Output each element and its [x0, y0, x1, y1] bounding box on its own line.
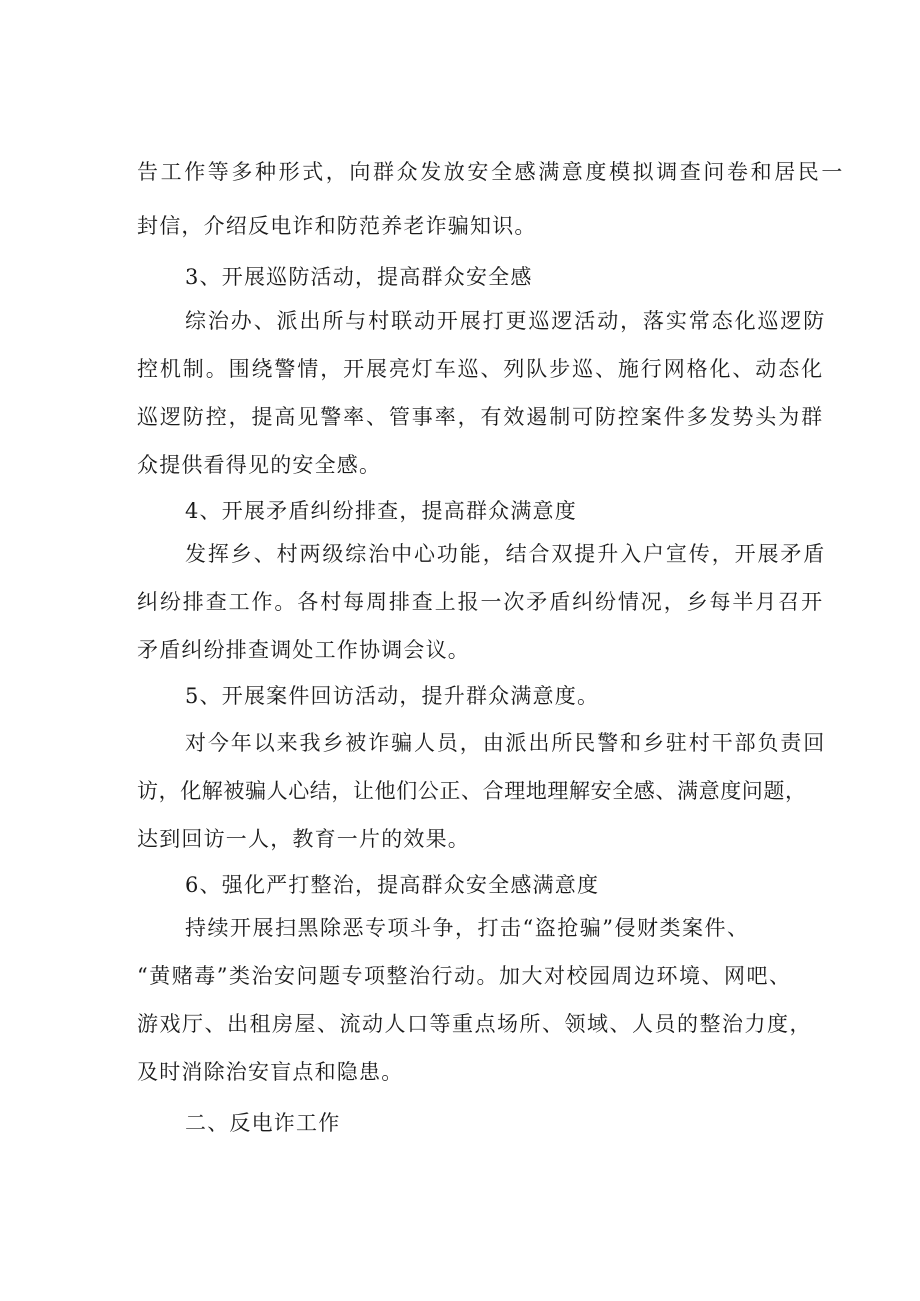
paragraph-line: 对今年以来我乡被诈骗人员，由派出所民警和乡驻村干部负责回 — [185, 731, 827, 755]
section-heading-revisit: 5、开展案件回访活动，提升群众满意度。 — [185, 684, 600, 708]
paragraph-line: 达到回访一人，教育一片的效果。 — [137, 827, 470, 851]
paragraph-line: 纠纷排查工作。各村每周排查上报一次矛盾纠纷情况，乡每半月召开 — [137, 590, 824, 614]
paragraph-line: 发挥乡、村两级综治中心功能，结合双提升入户宣传，开展矛盾 — [185, 542, 827, 566]
section-heading-dispute: 4、开展矛盾纠纷排查，提高群众满意度 — [185, 499, 577, 523]
paragraph-line: 巡逻防控，提高见警率、管事率，有效遏制可防控案件多发势头为群 — [137, 405, 824, 429]
chapter-heading-anti-fraud: 二、反电诈工作 — [185, 1111, 341, 1135]
section-heading-patrol: 3、开展巡防活动，提高群众安全感 — [185, 265, 533, 289]
paragraph-line: 控机制。围绕警情，开展亮灯车巡、列队步巡、施行网格化、动态化 — [137, 357, 824, 381]
paragraph-line: 告工作等多种形式，向群众发放安全感满意度模拟调查问卷和居民一 — [137, 160, 845, 184]
paragraph-line: 及时消除治安盲点和隐患。 — [137, 1060, 404, 1084]
paragraph-line: 综治办、派出所与村联动开展打更巡逻活动，落实常态化巡逻防 — [185, 309, 827, 333]
paragraph-line: 游戏厅、出租房屋、流动人口等重点场所、领域、人员的整治力度， — [137, 1012, 812, 1036]
paragraph-line: 访，化解被骗人心结，让他们公正、合理地理解安全感、满意度问题， — [137, 779, 807, 803]
paragraph-line: “黄赌毒”类治安问题专项整治行动。加大对校园周边环境、网吧、 — [137, 964, 792, 988]
section-heading-crackdown: 6、强化严打整治，提高群众安全感满意度 — [185, 873, 600, 897]
paragraph-line: 众提供看得见的安全感。 — [137, 453, 382, 477]
paragraph-line: 矛盾纠纷排查调处工作协调会议。 — [137, 638, 470, 662]
paragraph-line: 封信，介绍反电诈和防范养老诈骗知识。 — [137, 214, 537, 238]
paragraph-line: 持续开展扫黑除恶专项斗争，打击“盗抢骗”侵财类案件、 — [185, 916, 750, 940]
